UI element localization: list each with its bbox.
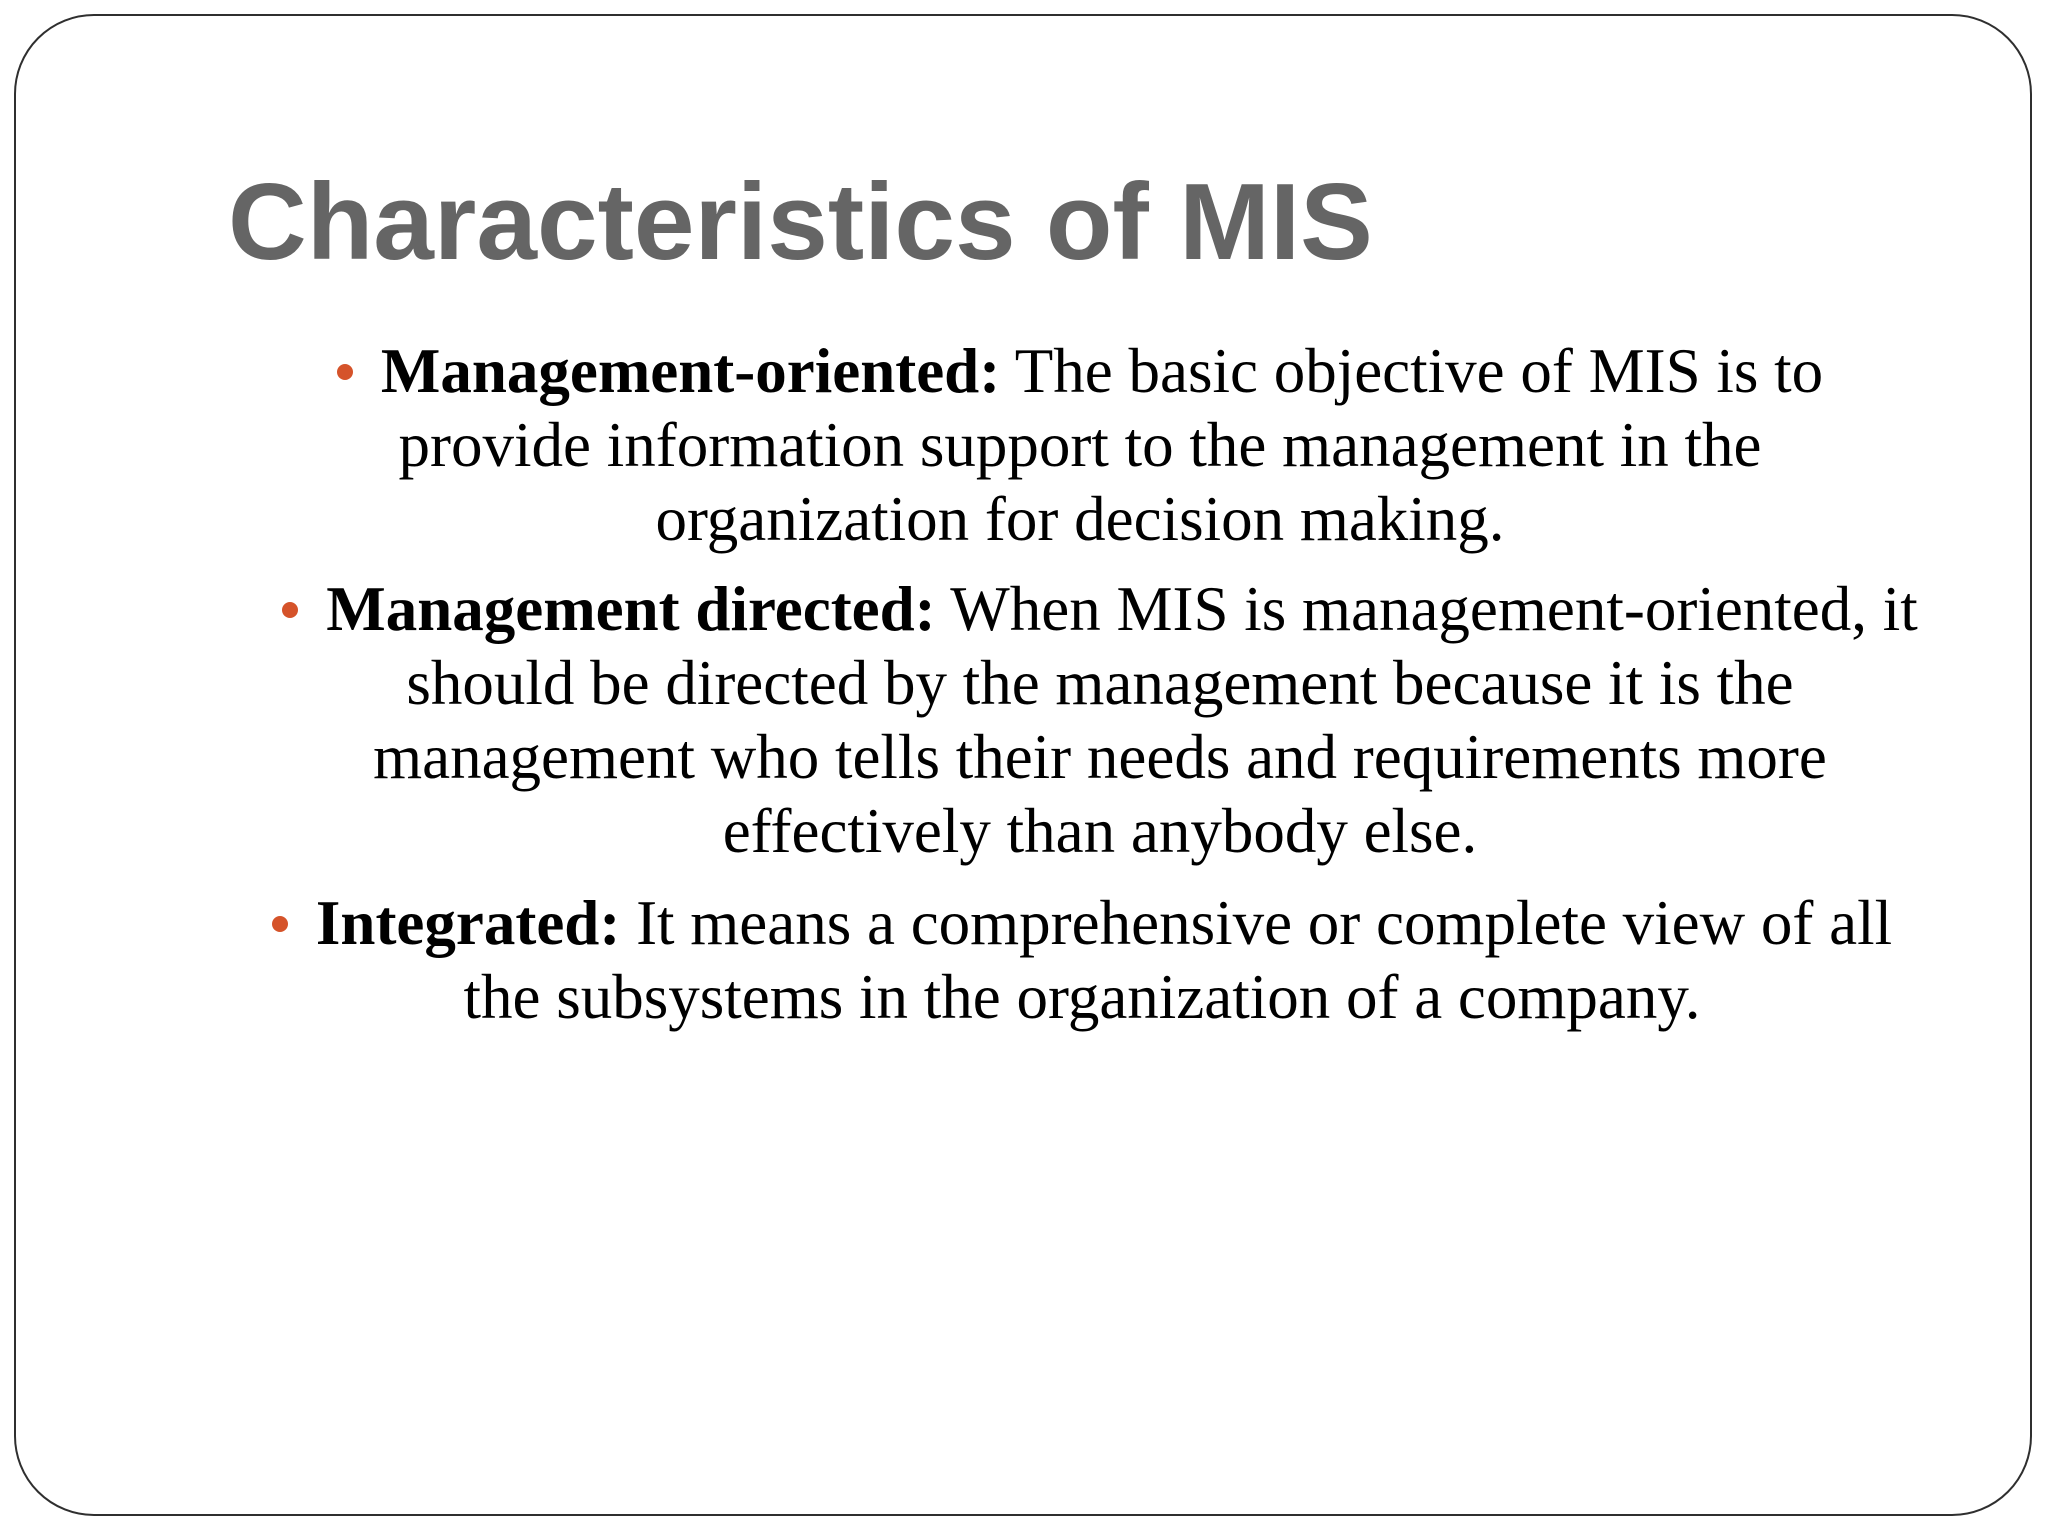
- bullet-term: Integrated:: [315, 888, 621, 958]
- bullet-text: The basic objective of MIS is to provide information support to the management in the organization for decision making.: [398, 336, 1824, 554]
- bullet-term: Management directed:: [326, 574, 936, 644]
- bullet-dot-icon: [337, 364, 353, 380]
- bullet-dot-icon: [282, 602, 298, 618]
- bullet-term: Management-oriented:: [380, 336, 1001, 406]
- slide-title: Characteristics of MIS: [228, 161, 1373, 283]
- bullet-item-integrated: [232, 886, 1932, 1034]
- bullet-text: When MIS is management-oriented, it should be directed by the management because it is the management who tells their needs and requirements more effectively than anybody else.: [373, 574, 1918, 866]
- bullet-dot-icon: [272, 916, 288, 932]
- bullet-text: It means a comprehensive or complete view of all the subsystems in the organization of a company.: [463, 888, 1893, 1032]
- bullet-item-management-directed: [270, 572, 1930, 868]
- bullet-item-management-oriented: [260, 334, 1900, 556]
